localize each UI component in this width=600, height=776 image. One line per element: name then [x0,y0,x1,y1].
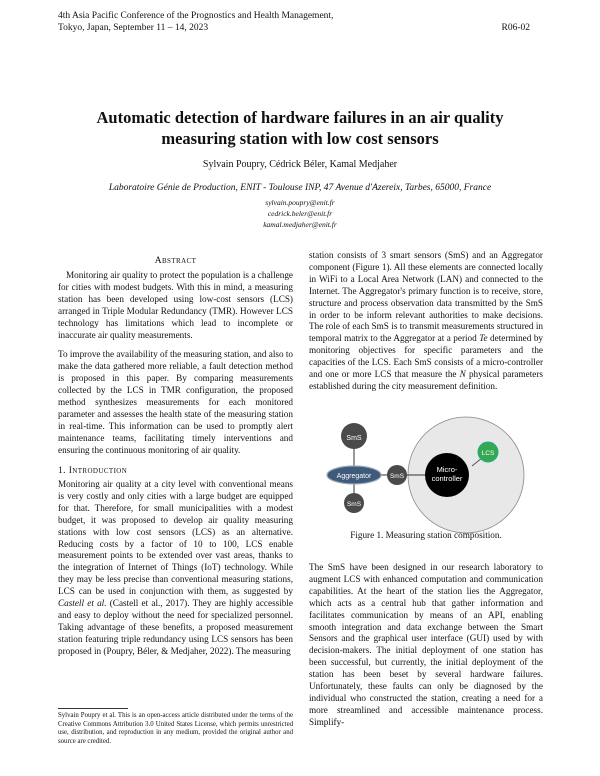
micro-label-line-2: controller [431,474,463,483]
introduction-heading: 1. Introduction [58,466,128,476]
paper-title [60,107,540,149]
affiliation: Laboratoire Génie de Production, ENIT - Toulouse INP, 47 Avenue d'Azereix, Tarbes, 65000, France [108,183,492,193]
micro-label-line-1: Micro- [436,465,458,474]
sms-label-bottom: SmS [346,501,362,508]
license-footnote: Sylvain Poupry et al. This is an open-access article distributed under the terms of the Creative Commons Attribution 3.0 United States License, which permits unrestricted use, distribution, and reproduction in any medium, provided the original author and source are credited. [58,712,293,745]
aggregator-label: Aggregator [336,473,372,480]
title-line-2: measuring station with low cost sensors [161,129,439,148]
citation-castell: Castell et al. [58,598,107,609]
email-beler[interactable]: cedrick.beler@enit.fr [267,209,333,218]
n-symbol: N [459,369,466,380]
intro-text-a: Monitoring air quality at a city level with conventional means is very costly and only cities with a large budget are equipped for that. Therefore, for small municipalities with a modest budget, it was proposed to develop air quality measuring stations with low cost sensors (LCS) as an alternative. Reducing costs by a factor of 10 to 100, LCS enable measurement points to be extended over vast areas, thanks to the integration of Internet of Things (IoT) technology. While they may be less precise than conventional measuring stations, LCS can be used in conjunction with them, as suggested by [58,479,293,597]
conference-name: 4th Asia Pacific Conference of the Prognostics and Health Management, [58,11,334,21]
intro-text-b: (Castell et al., 2017). They are highly accessible and easy to deploy without the need for specialized personnel. Taking advantage of these benefits, a proposed measurement station featuring triple redundancy using LCS sensors has been proposed in (Poupry, Béler, & Medjaher, 2022). The measuring [58,598,294,656]
sms-label-top: SmS [346,435,362,442]
abstract-heading: Abstract [154,256,197,266]
email-poupry[interactable]: sylvain.poupry@enit.fr [265,198,335,207]
author-list: Sylvain Poupry, Cédrick Béler, Kamal Medjaher [202,159,398,170]
figure-1-caption: Figure 1. Measuring station composition. [350,530,502,540]
email-medjaher[interactable]: kamal.medjaher@enit.fr [263,220,337,229]
paper-id: R06-02 [501,23,530,33]
sms-label-right: SmS [389,473,405,480]
lcs-label: LCS [481,450,495,457]
station-text-a: station consists of 3 smart sensors (SmS) and an Aggregator component (Figure 1). All these elements are connected locally in WiFi to a Local Area Network (LAN) and connected to the Internet. The Aggregator's primary function is to receive, store, structure and process observation data transmitted by the SmS in order to be inform relevant authorities to make decisions. The role of each SmS is to transmit measurements structured in temporal matrix to the Aggregator at a period [309,250,543,344]
abstract-paragraph-2: To improve the availability of the measuring station, and also to make the data gathered more reliable, a fault detection method is proposed in this paper. By comparing measurements collected by the LCS in TMR configuration, the proposed method synthesizes measurements for each monitored parameter and assesses the health state of the measuring station in real-time. This information can be used to promptly alert maintenance teams, facilitating timely interventions and ensuring the continuous monitoring of air quality. [58,349,293,455]
right-column-paragraph-1 [309,250,543,393]
sms-design-paragraph: The SmS have been designed in our research laboratory to augment LCS with enhanced computation and communication capabilities. At the heart of the station lies the Aggregator, which acts as a central hub that gather information and facilitates communication by means of an API, enabling smooth integration and data exchange between the Smart Sensors and the graphical user interface (GUI) used by with decision-makers. The initial deployment of one station has been successful, but currently, the initial deployment of the station has been beset by several hardware failures. Unfortunately, these faults can only be diagnosed by the individual who constructed the station, creating a need for a more streamlined and accessible maintenance process. Simplify- [309,562,543,727]
station-text-c: physical parameters established during the city measurement definition. [309,369,543,391]
conference-location: Tokyo, Japan, September 11 – 14, 2023 [58,23,209,33]
abstract-body [58,270,293,457]
right-column-paragraph-2 [309,562,543,729]
title-line-1: Automatic detection of hardware failures in an air quality [96,108,504,127]
introduction-body [58,479,293,658]
introduction-paragraph [58,479,293,658]
footnote-rule [58,708,128,709]
period-symbol: Te [479,333,488,344]
running-header [58,10,333,34]
abstract-paragraph-1: Monitoring air quality to protect the population is a challenge for cities with modest budgets. With this in mind, a measuring station has been developed using low-cost sensors (LCS) arranged in Triple Modular Redundancy (TMR). However LCS technology has limitations which lead to incomplete or inaccurate air quality measurements. [58,270,293,340]
station-text-b: determined by monitoring objectives for specific parameters and the capacities of the LCS. Each SmS consists of a micro-controller and one or more LCS that measure the [309,333,544,380]
